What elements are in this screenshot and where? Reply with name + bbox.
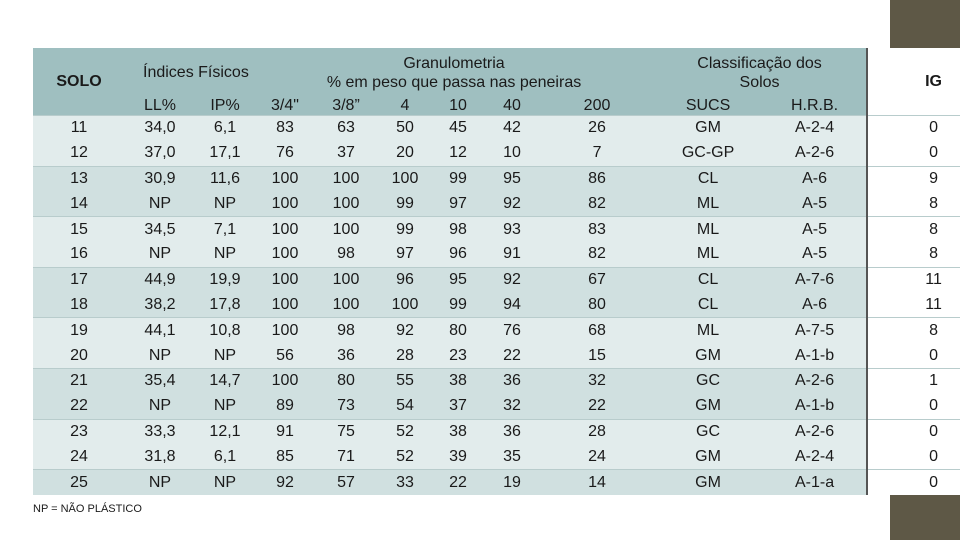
- cell-sieve-40: 76: [483, 318, 541, 343]
- cell-sieve-3-4: 56: [255, 343, 315, 368]
- cell-ll: NP: [125, 191, 195, 216]
- cell-sucs: ML: [653, 191, 763, 216]
- cell-sieve-4: 52: [377, 444, 433, 469]
- table-row: [33, 116, 960, 141]
- header-sieve-10: 10: [433, 97, 483, 116]
- cell-ig: 1: [867, 368, 960, 393]
- cell-ip: 12,1: [195, 419, 255, 444]
- cell-hrb: A-1-b: [763, 394, 867, 419]
- cell-sucs: GM: [653, 470, 763, 495]
- cell-ip: 14,7: [195, 368, 255, 393]
- cell-ig: 11: [867, 267, 960, 292]
- cell-sucs: GC-GP: [653, 141, 763, 166]
- cell-solo: 18: [33, 293, 125, 318]
- cell-sieve-200: 24: [541, 444, 653, 469]
- cell-sieve-200: 26: [541, 116, 653, 141]
- cell-ll: 30,9: [125, 166, 195, 191]
- cell-ll: 31,8: [125, 444, 195, 469]
- cell-ig: 0: [867, 444, 960, 469]
- header-sieve-3-4: 3/4": [255, 97, 315, 116]
- cell-ll: 38,2: [125, 293, 195, 318]
- cell-sieve-200: 7: [541, 141, 653, 166]
- header-row-sub: [33, 97, 960, 116]
- cell-sieve-4: 99: [377, 191, 433, 216]
- cell-sieve-10: 99: [433, 293, 483, 318]
- table-row: [33, 242, 960, 267]
- cell-ll: 33,3: [125, 419, 195, 444]
- cell-ip: 11,6: [195, 166, 255, 191]
- header-sieve-200: 200: [541, 97, 653, 116]
- cell-sieve-4: 92: [377, 318, 433, 343]
- cell-sieve-200: 68: [541, 318, 653, 343]
- cell-ip: 7,1: [195, 217, 255, 242]
- cell-sieve-200: 14: [541, 470, 653, 495]
- table-row: [33, 368, 960, 393]
- cell-sieve-10: 38: [433, 419, 483, 444]
- cell-sieve-3-4: 100: [255, 293, 315, 318]
- table-row: [33, 217, 960, 242]
- cell-ig: 8: [867, 191, 960, 216]
- cell-ip: 6,1: [195, 116, 255, 141]
- table-row: [33, 318, 960, 343]
- cell-sieve-3-8: 75: [315, 419, 377, 444]
- cell-sucs: CL: [653, 166, 763, 191]
- header-row-main: [33, 48, 960, 97]
- cell-ig: 8: [867, 217, 960, 242]
- cell-sieve-40: 36: [483, 419, 541, 444]
- table-row: [33, 191, 960, 216]
- header-solo: SOLO: [33, 48, 125, 116]
- cell-hrb: A-6: [763, 293, 867, 318]
- cell-hrb: A-5: [763, 191, 867, 216]
- cell-sieve-4: 96: [377, 267, 433, 292]
- cell-solo: 16: [33, 242, 125, 267]
- header-sieve-4: 4: [377, 97, 433, 116]
- cell-sieve-200: 32: [541, 368, 653, 393]
- cell-sieve-40: 32: [483, 394, 541, 419]
- cell-sieve-3-8: 71: [315, 444, 377, 469]
- header-sieve-3-8: 3/8”: [315, 97, 377, 116]
- cell-sieve-3-8: 36: [315, 343, 377, 368]
- cell-sieve-10: 38: [433, 368, 483, 393]
- cell-hrb: A-2-4: [763, 116, 867, 141]
- cell-sieve-4: 28: [377, 343, 433, 368]
- cell-sieve-200: 67: [541, 267, 653, 292]
- cell-sieve-40: 95: [483, 166, 541, 191]
- cell-ip: 17,1: [195, 141, 255, 166]
- table-row: [33, 267, 960, 292]
- cell-sieve-200: 86: [541, 166, 653, 191]
- cell-sieve-3-8: 100: [315, 217, 377, 242]
- cell-sieve-3-4: 100: [255, 217, 315, 242]
- cell-sieve-200: 15: [541, 343, 653, 368]
- cell-ll: NP: [125, 242, 195, 267]
- cell-sieve-3-4: 100: [255, 242, 315, 267]
- granulometria-title: Granulometria: [403, 54, 505, 72]
- cell-ig: 0: [867, 141, 960, 166]
- table-row: [33, 470, 960, 495]
- cell-sucs: GC: [653, 368, 763, 393]
- cell-sieve-10: 12: [433, 141, 483, 166]
- cell-ll: 44,1: [125, 318, 195, 343]
- cell-ig: 8: [867, 318, 960, 343]
- cell-sieve-3-8: 80: [315, 368, 377, 393]
- header-sieve-40: 40: [483, 97, 541, 116]
- cell-ig: 0: [867, 116, 960, 141]
- cell-sucs: CL: [653, 267, 763, 292]
- cell-ip: 19,9: [195, 267, 255, 292]
- cell-sieve-3-8: 63: [315, 116, 377, 141]
- cell-sieve-3-8: 37: [315, 141, 377, 166]
- cell-sieve-40: 92: [483, 191, 541, 216]
- cell-sieve-4: 55: [377, 368, 433, 393]
- cell-ig: 0: [867, 419, 960, 444]
- cell-sieve-4: 52: [377, 419, 433, 444]
- cell-sieve-4: 50: [377, 116, 433, 141]
- cell-ip: NP: [195, 470, 255, 495]
- cell-hrb: A-7-5: [763, 318, 867, 343]
- cell-sieve-200: 28: [541, 419, 653, 444]
- cell-hrb: A-2-4: [763, 444, 867, 469]
- cell-sieve-200: 82: [541, 242, 653, 267]
- cell-sieve-3-4: 89: [255, 394, 315, 419]
- cell-ig: 0: [867, 394, 960, 419]
- cell-sieve-10: 22: [433, 470, 483, 495]
- soil-data-table: [33, 48, 960, 495]
- cell-ip: NP: [195, 242, 255, 267]
- cell-solo: 11: [33, 116, 125, 141]
- cell-sieve-200: 82: [541, 191, 653, 216]
- table-row: [33, 419, 960, 444]
- cell-ll: 34,5: [125, 217, 195, 242]
- cell-sieve-200: 80: [541, 293, 653, 318]
- header-indices-fisicos: Índices Físicos: [125, 48, 255, 97]
- cell-ig: 0: [867, 470, 960, 495]
- cell-ip: NP: [195, 191, 255, 216]
- cell-sieve-3-8: 100: [315, 166, 377, 191]
- cell-ig: 8: [867, 242, 960, 267]
- cell-sieve-4: 54: [377, 394, 433, 419]
- cell-sieve-10: 23: [433, 343, 483, 368]
- cell-solo: 22: [33, 394, 125, 419]
- cell-sieve-40: 94: [483, 293, 541, 318]
- cell-solo: 20: [33, 343, 125, 368]
- cell-sieve-10: 80: [433, 318, 483, 343]
- header-granulometria: [255, 48, 653, 97]
- cell-sieve-3-4: 100: [255, 267, 315, 292]
- cell-sieve-40: 22: [483, 343, 541, 368]
- cell-sieve-40: 91: [483, 242, 541, 267]
- cell-hrb: A-2-6: [763, 141, 867, 166]
- cell-sieve-4: 100: [377, 293, 433, 318]
- cell-ip: NP: [195, 343, 255, 368]
- cell-sieve-10: 97: [433, 191, 483, 216]
- cell-ig: 11: [867, 293, 960, 318]
- cell-sieve-3-8: 57: [315, 470, 377, 495]
- cell-hrb: A-2-6: [763, 368, 867, 393]
- cell-ll: NP: [125, 470, 195, 495]
- cell-sieve-4: 100: [377, 166, 433, 191]
- cell-ip: 10,8: [195, 318, 255, 343]
- header-ig: IG: [867, 48, 960, 116]
- cell-solo: 19: [33, 318, 125, 343]
- cell-ip: 6,1: [195, 444, 255, 469]
- header-hrb: H.R.B.: [763, 97, 867, 116]
- cell-sieve-3-4: 100: [255, 166, 315, 191]
- cell-sieve-4: 99: [377, 217, 433, 242]
- cell-ll: 44,9: [125, 267, 195, 292]
- cell-solo: 23: [33, 419, 125, 444]
- cell-sieve-40: 10: [483, 141, 541, 166]
- cell-solo: 21: [33, 368, 125, 393]
- cell-ip: NP: [195, 394, 255, 419]
- cell-sieve-10: 45: [433, 116, 483, 141]
- cell-sieve-10: 95: [433, 267, 483, 292]
- cell-sucs: ML: [653, 318, 763, 343]
- cell-sieve-3-8: 100: [315, 267, 377, 292]
- table-body: [33, 116, 960, 495]
- cell-hrb: A-7-6: [763, 267, 867, 292]
- cell-sieve-3-4: 91: [255, 419, 315, 444]
- cell-sieve-40: 42: [483, 116, 541, 141]
- cell-solo: 24: [33, 444, 125, 469]
- cell-sieve-3-4: 100: [255, 318, 315, 343]
- table-row: [33, 293, 960, 318]
- cell-hrb: A-5: [763, 242, 867, 267]
- cell-solo: 13: [33, 166, 125, 191]
- cell-sucs: GM: [653, 444, 763, 469]
- cell-solo: 15: [33, 217, 125, 242]
- cell-sucs: ML: [653, 217, 763, 242]
- cell-sieve-40: 19: [483, 470, 541, 495]
- cell-sieve-3-4: 100: [255, 191, 315, 216]
- header-ip: IP%: [195, 97, 255, 116]
- cell-sieve-3-4: 76: [255, 141, 315, 166]
- cell-sieve-200: 83: [541, 217, 653, 242]
- cell-sucs: ML: [653, 242, 763, 267]
- cell-hrb: A-1-b: [763, 343, 867, 368]
- cell-sieve-10: 39: [433, 444, 483, 469]
- cell-sieve-10: 99: [433, 166, 483, 191]
- cell-sieve-4: 20: [377, 141, 433, 166]
- cell-ig: 9: [867, 166, 960, 191]
- header-sucs: SUCS: [653, 97, 763, 116]
- cell-solo: 17: [33, 267, 125, 292]
- cell-sieve-3-8: 98: [315, 242, 377, 267]
- cell-solo: 12: [33, 141, 125, 166]
- cell-hrb: A-2-6: [763, 419, 867, 444]
- cell-sucs: GM: [653, 343, 763, 368]
- cell-sieve-3-4: 92: [255, 470, 315, 495]
- cell-sieve-4: 97: [377, 242, 433, 267]
- cell-sieve-10: 98: [433, 217, 483, 242]
- cell-hrb: A-6: [763, 166, 867, 191]
- table-row: [33, 394, 960, 419]
- cell-sieve-10: 96: [433, 242, 483, 267]
- cell-hrb: A-1-a: [763, 470, 867, 495]
- header-ll: LL%: [125, 97, 195, 116]
- cell-solo: 14: [33, 191, 125, 216]
- cell-ll: 35,4: [125, 368, 195, 393]
- cell-sieve-3-4: 100: [255, 368, 315, 393]
- cell-ll: 37,0: [125, 141, 195, 166]
- cell-sieve-10: 37: [433, 394, 483, 419]
- table-row: [33, 343, 960, 368]
- cell-sieve-3-8: 98: [315, 318, 377, 343]
- cell-ip: 17,8: [195, 293, 255, 318]
- cell-sieve-3-8: 100: [315, 293, 377, 318]
- cell-ll: NP: [125, 394, 195, 419]
- cell-sucs: CL: [653, 293, 763, 318]
- cell-sieve-3-4: 85: [255, 444, 315, 469]
- cell-solo: 25: [33, 470, 125, 495]
- cell-sieve-40: 35: [483, 444, 541, 469]
- cell-sieve-4: 33: [377, 470, 433, 495]
- cell-ig: 0: [867, 343, 960, 368]
- cell-sucs: GM: [653, 116, 763, 141]
- cell-sieve-3-4: 83: [255, 116, 315, 141]
- cell-ll: NP: [125, 343, 195, 368]
- table-row: [33, 141, 960, 166]
- cell-sieve-40: 93: [483, 217, 541, 242]
- cell-sieve-40: 36: [483, 368, 541, 393]
- cell-ll: 34,0: [125, 116, 195, 141]
- cell-sieve-40: 92: [483, 267, 541, 292]
- cell-sieve-3-8: 100: [315, 191, 377, 216]
- cell-sucs: GM: [653, 394, 763, 419]
- table-row: [33, 444, 960, 469]
- footnote: NP = NÃO PLÁSTICO: [33, 503, 142, 515]
- cell-hrb: A-5: [763, 217, 867, 242]
- cell-sieve-3-8: 73: [315, 394, 377, 419]
- granulometria-subtitle: % em peso que passa nas peneiras: [326, 73, 582, 91]
- cell-sucs: GC: [653, 419, 763, 444]
- table-row: [33, 166, 960, 191]
- header-classificacao: Classificação dos Solos: [653, 48, 867, 97]
- cell-sieve-200: 22: [541, 394, 653, 419]
